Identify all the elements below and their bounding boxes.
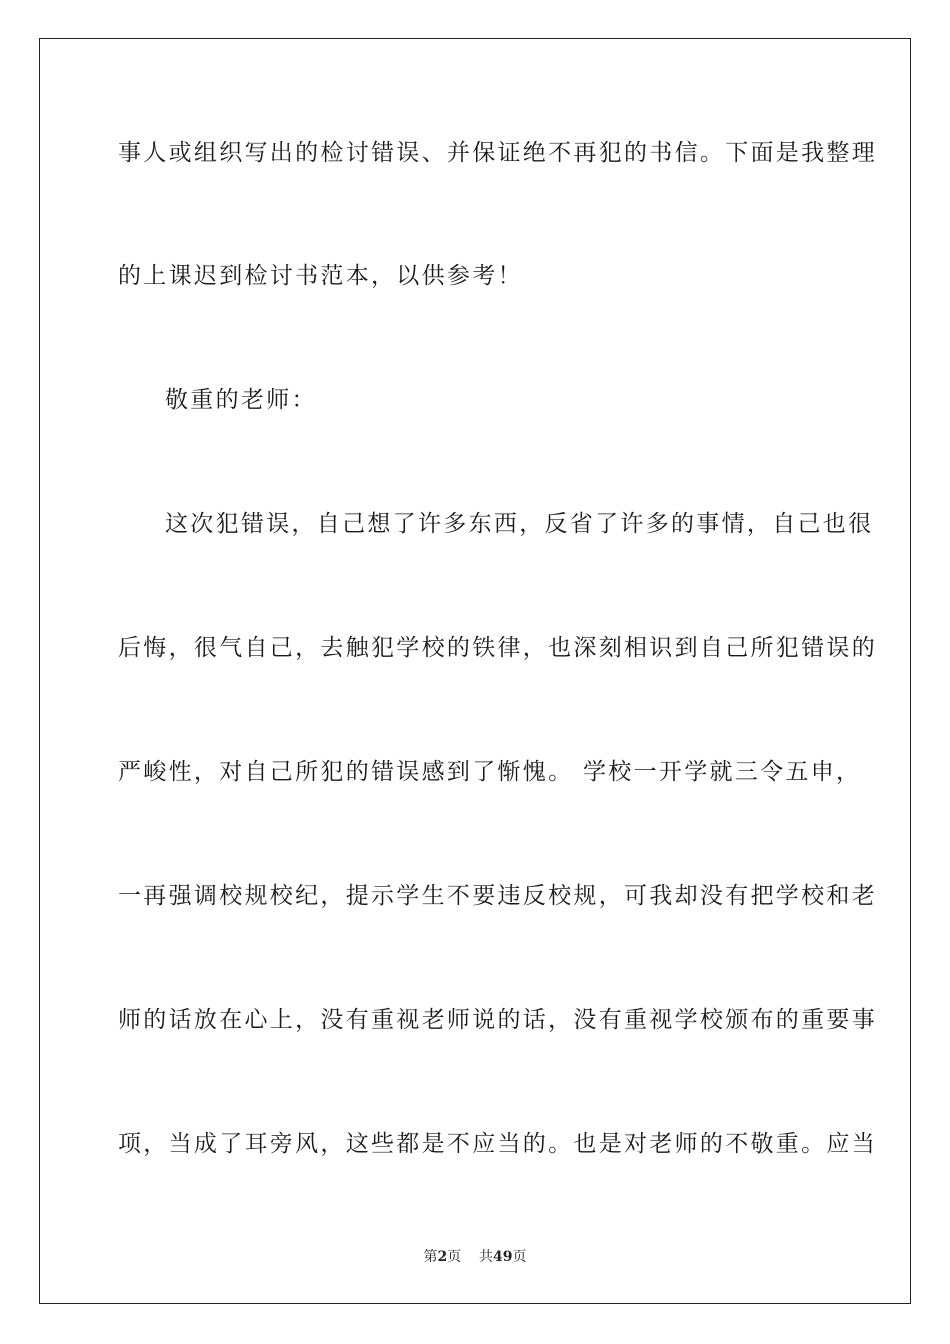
body-text-line: 师的话放在心上，没有重视老师说的话，没有重视学校颁布的重要事 <box>118 1007 877 1033</box>
body-text-line: 事人或组织写出的检讨错误、并保证绝不再犯的书信。下面是我整理 <box>118 140 877 166</box>
footer-total-suffix: 页 <box>512 1249 527 1265</box>
salutation: 敬重的老师： <box>165 387 317 413</box>
body-text-line: 项，当成了耳旁风，这些都是不应当的。也是对老师的不敬重。应当 <box>118 1131 877 1157</box>
body-text-line: 后悔，很气自己，去触犯学校的铁律，也深刻相识到自己所犯错误的 <box>118 635 877 661</box>
footer-page-number: 2 <box>437 1249 448 1265</box>
body-text-line: 严峻性，对自己所犯的错误感到了惭愧。 学校一开学就三令五申， <box>118 759 862 785</box>
page-border <box>39 38 911 1304</box>
footer-page-prefix: 第 <box>423 1249 438 1265</box>
footer-total-pages: 49 <box>493 1249 513 1265</box>
body-text-line: 的上课迟到检讨书范本，以供参考！ <box>118 263 523 289</box>
body-text-line: 一再强调校规校纪，提示学生不要违反校规，可我却没有把学校和老 <box>118 883 877 909</box>
footer-page-suffix: 页 <box>447 1249 462 1265</box>
body-text-line: 这次犯错误，自己想了许多东西，反省了许多的事情，自己也很 <box>165 511 874 537</box>
page-footer <box>0 1248 950 1266</box>
footer-total-prefix: 共 <box>479 1249 494 1265</box>
